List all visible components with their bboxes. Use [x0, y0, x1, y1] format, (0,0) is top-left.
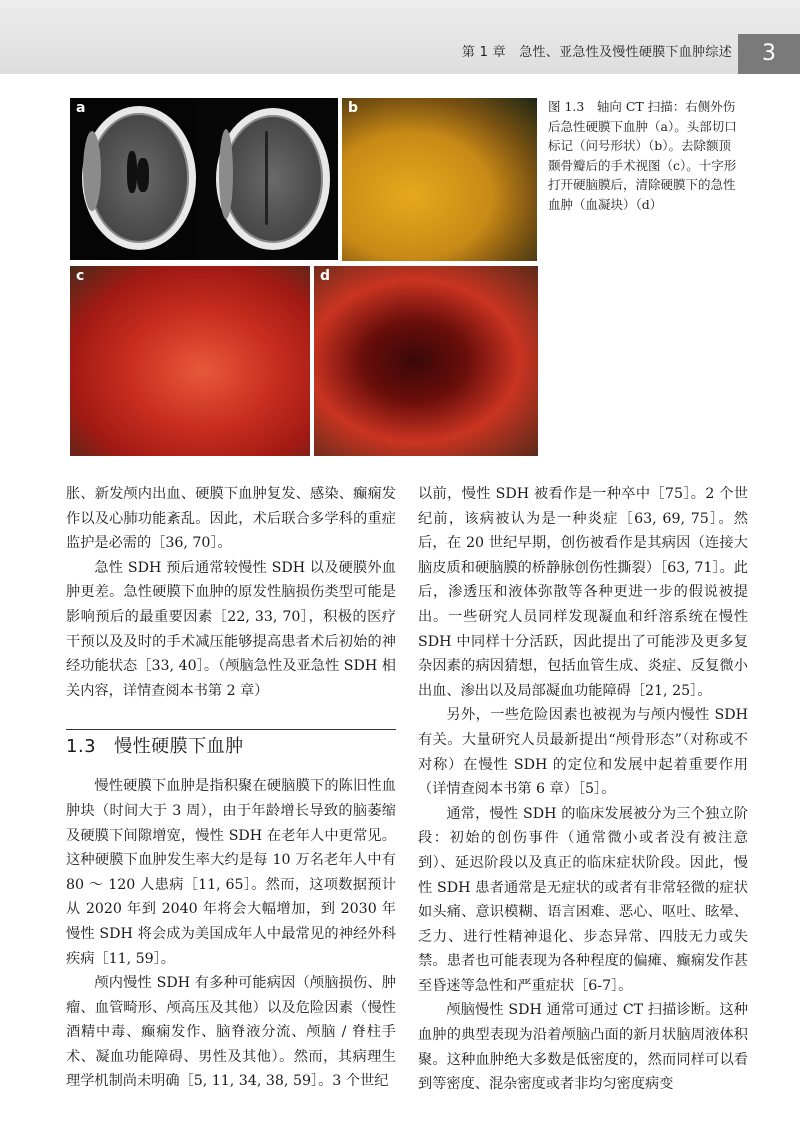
paragraph: 另外，一些危险因素也被视为与颅内慢性 SDH 有关。大量研究人员最新提出“颅骨形态”（对称或不对称）在慢性 SDH 的定位和发展中起着重要作用（详情查阅本书第 6 章）［5］。 [418, 707, 748, 798]
surgical-photo-b [342, 98, 537, 261]
left-column [66, 482, 396, 1094]
section-title: 慢性硬膜下血肿 [114, 736, 244, 758]
figure-caption: 图 1.3 轴向 CT 扫描：右侧外伤后急性硬膜下血肿（a）。头部切口标记（问号形状）（b）。去除额顶颞骨瓣后的手术视图（c）。十字形打开硬脑膜后，清除硬膜下的急性血肿（血凝块）（d） [548, 99, 737, 212]
paragraph: 以前，慢性 SDH 被看作是一种卒中［75］。2 个世纪前，该病被认为是一种炎症［63, 69, 75］。然后，在 20 世纪早期，创伤被看作是其病因（连接大脑皮质和硬脑膜的桥静脉创伤性撕裂）［63, 71］。此后，渗透压和液体弥散等各种更进一步的假说被提出。一些研究人员同样发现凝血和纤溶系统在慢性 SDH 中同样十分活跃，因此提出了可能涉及更多复杂因素的病因猜想，包括血管生成、炎症、反复微小出血、渗出以及局部凝血功能障碍［21, 25］。 [418, 486, 748, 699]
surgical-photo-c [70, 266, 310, 456]
chapter-running-title: 第 1 章 急性、亚急性及慢性硬膜下血肿综述 [461, 45, 732, 60]
panel-label-a: a [76, 100, 86, 116]
paragraph: 通常，慢性 SDH 的临床发展被分为三个独立阶段：初始的创伤事件（通常微小或者没有被注意到）、延迟阶段以及真正的临床症状阶段。因此，慢性 SDH 患者通常是无症状的或者有非常轻微的症状如头痛、意识模糊、语言困难、恶心、呕吐、眩晕、乏力、进行性精神退化、步态异常、四肢无力或失禁。患者也可能表现为各种程度的偏瘫、癫痫发作甚至昏迷等急性和严重症状［6-7］。 [418, 805, 748, 994]
panel-label-c: c [76, 268, 85, 284]
right-column [418, 482, 748, 1097]
page-header-band [0, 0, 800, 74]
skull-outline [82, 106, 196, 250]
paragraph: 慢性硬膜下血肿是指积聚在硬脑膜下的陈旧性血肿块（时间大于 3 周），由于年龄增长导致的脑萎缩及硬膜下间隙增宽，慢性 SDH 在老年人中更常见。这种硬膜下血肿发生率大约是每 10 万名老年人中有 80 ～ 120 人患病［11, 65］。然而，这项数据预计从 2020 年到 2040 年将会大幅增加，到 2030 年慢性 SDH 将会成为美国成年人中最常见的神经外科疾病［11, 59］。 [66, 778, 396, 967]
paragraph: 颅内慢性 SDH 有多种可能病因（颅脑损伤、肿瘤、血管畸形、颅高压及其他）以及危险因素（慢性酒精中毒、癫痫发作、脑脊液分流、颅脑 / 脊柱手术、凝血功能障碍、男性及其他）。然而，其病理生理学机制尚未明确［5, 11, 34, 38, 59］。3 个世纪 [66, 975, 396, 1090]
paragraph: 颅脑慢性 SDH 通常可通过 CT 扫描诊断。这种血肿的典型表现为沿着颅脑凸面的新月状脑周液体积聚。这种血肿绝大多数是低密度的，然而同样可以看到等密度、混杂密度或者非均匀密度病变 [418, 1002, 748, 1093]
section-number: 1.3 [66, 736, 97, 758]
page-number: 3 [738, 34, 800, 74]
ct-scan-image-1 [70, 98, 198, 260]
section-heading [66, 732, 396, 762]
section-divider [66, 729, 396, 730]
skull-outline [216, 108, 330, 250]
panel-label-d: d [320, 268, 331, 284]
paragraph: 急性 SDH 预后通常较慢性 SDH 以及硬膜外血肿更差。急性硬膜下血肿的原发性脑损伤类型可能是影响预后的最重要因素［22, 33, 70］，积极的医疗干预以及及时的手术减压能够提高患者术后初始的神经功能状态［33, 40］。（颅脑急性及亚急性 SDH 相关内容，详情查阅本书第 2 章） [66, 559, 396, 699]
paragraph: 胀、新发颅内出血、硬膜下血肿复发、感染、癫痫发作以及心肺功能紊乱。因此，术后联合多学科的重症监护是必需的［36, 70］。 [66, 486, 396, 552]
panel-label-b: b [348, 100, 359, 116]
ct-scan-image-2 [198, 98, 338, 260]
surgical-photo-d [314, 266, 538, 456]
